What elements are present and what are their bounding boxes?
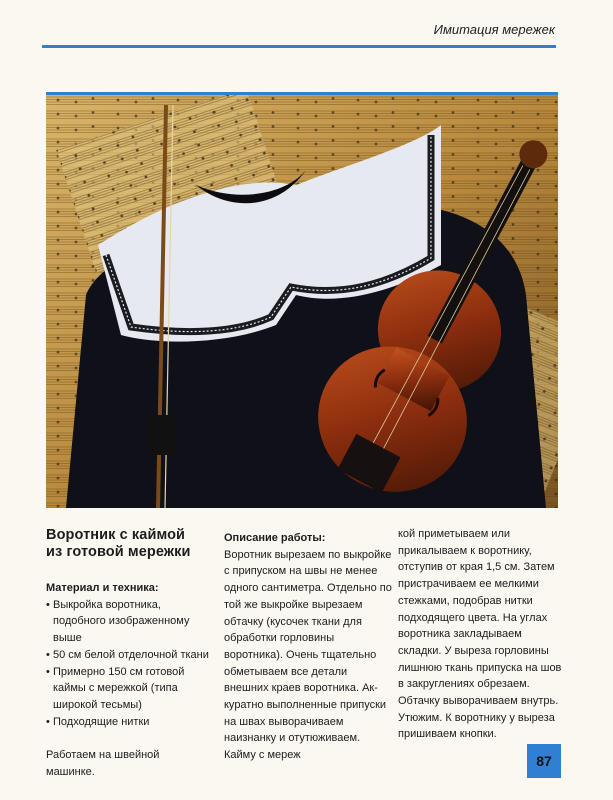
- list-item: • Выкройка воротника, подобного изображенному выше: [46, 597, 211, 647]
- list-item: • Примерно 150 см готовой каймы с мережкой (типа широкой тесьмы): [46, 664, 211, 714]
- materials-heading: Материал и техника:: [46, 582, 159, 594]
- page-number: [527, 744, 561, 778]
- header-title: Имитация мережек: [433, 22, 555, 37]
- column-description-2: [398, 526, 563, 743]
- column-description-1: [224, 530, 394, 764]
- section-title-line-1: Воротник с каймой: [46, 527, 186, 543]
- materials-list: [46, 597, 211, 731]
- description-text-part-2: кой приметываем или прикалываем к воротнику, отступив от края 1,5 см. Затем пристрачиваем ее мелкими стежками, подобрав нитки подходящего цвета. На углах воротника закладываем складки. У выреза горловины лишнюю ткань припуска на шов в закруглениях обрезаем. Обтачку выворачиваем внутрь. Утюжим. К воротнику у выреза пришиваем кнопки.: [398, 528, 562, 741]
- section-title-line-2: из готовой мережки: [46, 544, 191, 560]
- machine-note: Работаем на швейной машинке.: [46, 749, 160, 779]
- header-rule: [42, 45, 556, 48]
- list-item: • 50 см белой отделочной ткани: [46, 647, 211, 664]
- column-materials: [46, 527, 211, 781]
- description-heading: Описание работы:: [224, 532, 326, 544]
- list-item: • Подходящие нитки: [46, 714, 211, 731]
- photo-violin-collar: [46, 92, 558, 508]
- page-number-text: 87: [536, 753, 552, 769]
- description-text-part-1: Воротник вырезаем по выкройке с припуском на швы не менее одного сантиметра. Отдельно по той же выкройке вырезаем обтачку (кусочек ткани для обработки горловины воротника). Очень тщательно обметываем все детали внешних краев воротника. Аккуратно выполненные припуски на швах выворачиваем наизнанку и отутюживаем. Кайму с мереж: [224, 548, 392, 762]
- section-title: [46, 527, 211, 561]
